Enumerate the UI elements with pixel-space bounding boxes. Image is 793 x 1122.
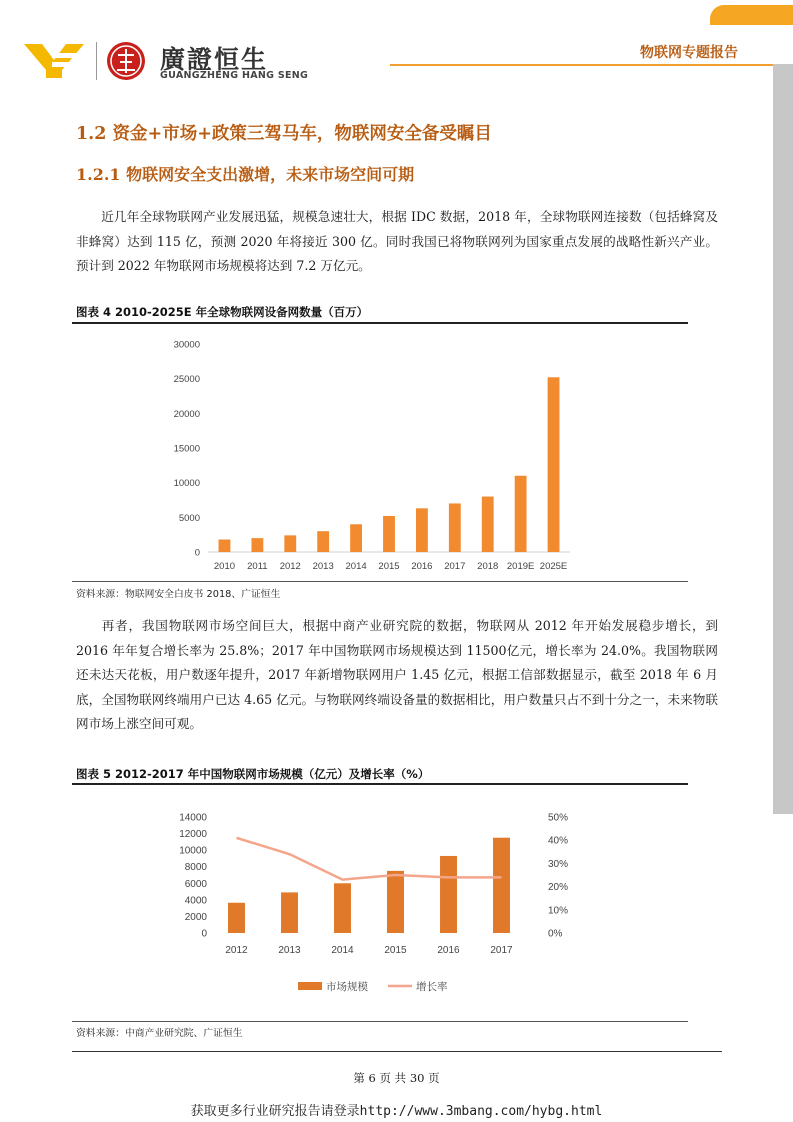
y-tick-label: 30000 — [173, 339, 200, 351]
x-tick-label: 2017 — [444, 561, 466, 572]
bar-2014 — [350, 524, 362, 552]
bar-2015 — [383, 516, 395, 552]
y-left-tick-label: 4000 — [184, 895, 207, 907]
y-right-tick-label: 10% — [548, 905, 569, 917]
figure-4-chart — [150, 330, 580, 578]
bar-2010 — [219, 540, 231, 552]
figure-5-bottom-rule — [72, 1021, 688, 1022]
bar-2019E — [515, 476, 527, 552]
figure-4-title: 图表 4 2010-2025E 年全球物联网设备网数量（百万） — [76, 305, 369, 319]
figure-4-top-rule — [72, 322, 688, 324]
figure-5-top-rule — [72, 783, 688, 785]
y-tick-label: 0 — [194, 547, 200, 559]
bar-2016 — [416, 508, 428, 552]
brand-name-en: GUANGZHENG HANG SENG — [160, 70, 309, 81]
brand-name-cn: 廣證恒生 — [160, 45, 269, 74]
legend-label-growth: 增长率 — [416, 981, 448, 993]
x-tick-label: 2014 — [331, 945, 354, 956]
y-left-tick-label: 8000 — [184, 862, 207, 874]
y-left-tick-label: 10000 — [179, 845, 207, 857]
figure-5-source: 资料来源：中商产业研究院、广证恒生 — [76, 1028, 243, 1039]
y-tick-label: 25000 — [173, 374, 200, 386]
x-tick-label: 2013 — [312, 561, 334, 572]
footer-rule — [72, 1051, 722, 1052]
x-tick-label: 2013 — [278, 945, 301, 956]
x-tick-label: 2025E — [539, 561, 568, 572]
subsection-heading: 1.2.1 物联网安全支出激增，未来市场空间可期 — [76, 165, 415, 184]
yuexiu-logo — [22, 40, 86, 80]
bar-2013 — [281, 892, 298, 933]
figure-5-title: 图表 5 2012-2017 年中国物联网市场规模（亿元）及增长率（%） — [76, 767, 430, 781]
y-right-tick-label: 40% — [548, 835, 569, 847]
legend-label-market: 市场规模 — [326, 981, 368, 993]
logo-divider — [96, 42, 97, 80]
bar-2012 — [228, 903, 245, 933]
x-tick-label: 2019E — [506, 561, 535, 572]
x-tick-label: 2016 — [437, 945, 460, 956]
y-left-tick-label: 0 — [201, 928, 207, 940]
paragraph-2: 再者，我国物联网市场空间巨大，根据中商产业研究院的数据，物联网从 2012 年开始发展稳步增长，到 2016 年年复合增长率为 25.8%；2017 年中国物联网市场规模达到 11500亿元，增长率为 24.0%。我国物联网还未达天花板，用户数逐年提升，2017 年新增物联网用户 1.45 亿元，根据工信部数据显示，截至 2018 年 6 月底，全国物联网终端用户已达 4.65 亿元。与物联网终端设备量的数据相比，用户数量只占不到十分之一，未来物联网市场上涨空间可观。 — [76, 618, 718, 731]
x-tick-label: 2015 — [384, 945, 407, 956]
y-tick-label: 20000 — [173, 408, 200, 420]
bar-2025E — [548, 377, 560, 552]
bar-2012 — [284, 535, 296, 552]
bar-2015 — [387, 871, 404, 933]
y-right-tick-label: 50% — [548, 812, 569, 824]
x-tick-label: 2010 — [213, 561, 236, 572]
bar-2018 — [482, 497, 494, 552]
growth-rate-line — [237, 838, 502, 880]
bar-2013 — [317, 531, 329, 552]
scrollbar[interactable] — [773, 64, 793, 814]
y-right-tick-label: 20% — [548, 882, 569, 894]
x-tick-label: 2017 — [490, 945, 513, 956]
x-tick-label: 2014 — [345, 561, 367, 572]
y-left-tick-label: 14000 — [179, 812, 207, 824]
y-tick-label: 15000 — [173, 443, 200, 455]
legend-swatch-market — [298, 982, 322, 990]
header-rule — [390, 64, 793, 66]
x-tick-label: 2016 — [411, 561, 433, 572]
x-tick-label: 2011 — [247, 561, 268, 572]
y-right-tick-label: 0% — [548, 928, 563, 940]
figure-4-bottom-rule — [72, 581, 688, 582]
y-left-tick-label: 6000 — [184, 878, 207, 890]
y-left-tick-label: 12000 — [179, 829, 207, 841]
bar-2014 — [334, 883, 351, 933]
bar-2017 — [449, 503, 461, 552]
more-reports-link[interactable]: 获取更多行业研究报告请登录http://www.3mbang.com/hybg.html — [190, 1104, 603, 1119]
y-tick-label: 10000 — [173, 478, 200, 490]
bar-2016 — [440, 856, 457, 933]
x-tick-label: 2012 — [279, 561, 301, 572]
y-left-tick-label: 2000 — [184, 911, 207, 923]
hangseng-seal-logo — [104, 40, 148, 82]
figure-5-chart — [150, 805, 590, 1005]
figure-4-source: 资料来源：物联网安全白皮书 2018、广证恒生 — [76, 589, 281, 600]
x-tick-label: 2015 — [378, 561, 400, 572]
report-title: 物联网专题报告 — [640, 45, 738, 61]
y-right-tick-label: 30% — [548, 858, 569, 870]
header-accent-bar — [710, 5, 793, 25]
section-heading: 1.2 资金+市场+政策三驾马车，物联网安全备受瞩目 — [76, 124, 492, 144]
x-tick-label: 2012 — [225, 945, 248, 956]
y-tick-label: 5000 — [178, 512, 200, 524]
page-number: 第 6 页 共 30 页 — [353, 1071, 440, 1085]
bar-2017 — [493, 838, 510, 933]
x-tick-label: 2018 — [477, 561, 499, 572]
bar-2011 — [251, 538, 263, 552]
paragraph-1: 近几年全球物联网产业发展迅猛，规模急速壮大，根据 IDC 数据，2018 年，全球物联网连接数（包括蜂窝及非蜂窝）达到 115 亿，预测 2020 年将接近 300 亿。同时我国已将物联网列为国家重点发展的战略性新兴产业。预计到 2022 年物联网市场规模将达到 7.2 万亿元。 — [76, 209, 718, 273]
